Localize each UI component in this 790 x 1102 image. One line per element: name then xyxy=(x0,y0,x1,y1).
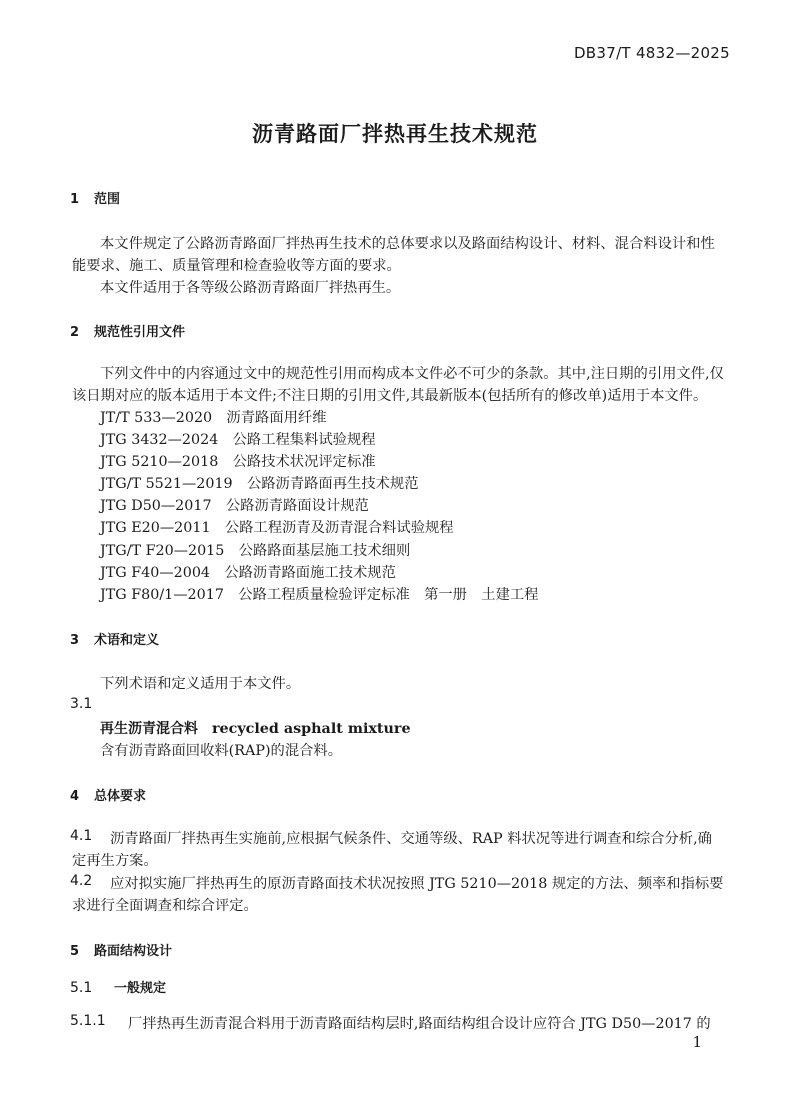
scope-paragraph-line-3: 本文件适用于各等级公路沥青路面厂拌热再生。 xyxy=(100,280,401,296)
section-number: 2 xyxy=(70,325,80,340)
term-chinese: 再生沥青混合料 xyxy=(100,721,198,737)
clause-4-1-line-1: 沥青路面厂拌热再生实施前,应根据气候条件、交通等级、RAP 料状况等进行调查和综合分析,确 xyxy=(110,831,712,847)
section-5-heading xyxy=(70,940,172,959)
section-2-heading xyxy=(70,321,185,340)
reference-item: JTG D50—2017 公路沥青路面设计规范 xyxy=(100,498,369,514)
section-title: 范围 xyxy=(94,192,121,207)
normative-intro-line-1: 下列文件中的内容通过文中的规范性引用而构成本文件必不可少的条款。其中,注日期的引用文件,仅 xyxy=(100,366,724,382)
section-number: 3 xyxy=(70,633,80,648)
terms-intro: 下列术语和定义适用于本文件。 xyxy=(100,676,301,692)
clause-4-1-number: 4.1 xyxy=(70,828,93,844)
term-definition: 含有沥青路面回收料(RAP)的混合料。 xyxy=(100,743,343,759)
term-number: 3.1 xyxy=(70,696,93,712)
reference-item: JTG F80/1—2017 公路工程质量检验评定标准 第一册 土建工程 xyxy=(100,587,539,603)
scope-paragraph-line-1: 本文件规定了公路沥青路面厂拌热再生技术的总体要求以及路面结构设计、材料、混合料设计和性 xyxy=(100,236,715,252)
page-number: 1 xyxy=(692,1033,702,1051)
reference-item: JTG 5210—2018 公路技术状况评定标准 xyxy=(100,454,376,470)
section-number: 4 xyxy=(70,789,80,804)
clause-5-1-heading xyxy=(70,977,166,996)
clause-5-1-1-text: 厂拌热再生沥青混合料用于沥青路面结构层时,路面结构组合设计应符合 JTG D50—2017 的 xyxy=(128,1016,711,1032)
section-title: 术语和定义 xyxy=(94,633,160,648)
section-1-heading xyxy=(70,188,120,207)
clause-5-1-1-number: 5.1.1 xyxy=(70,1013,106,1029)
clause-4-2-line-1: 应对拟实施厂拌热再生的原沥青路面技术状况按照 JTG 5210—2018 规定的方法、频率和指标要 xyxy=(110,876,724,892)
section-title: 总体要求 xyxy=(94,789,147,804)
section-title: 路面结构设计 xyxy=(94,944,173,959)
clause-4-2-number: 4.2 xyxy=(70,873,93,889)
clause-number: 5.1 xyxy=(70,980,93,996)
reference-item: JTG/T F20—2015 公路路面基层施工技术细则 xyxy=(100,543,411,559)
standard-number: DB37/T 4832—2025 xyxy=(573,44,730,62)
reference-item: JTG 3432—2024 公路工程集料试验规程 xyxy=(100,432,376,448)
reference-item: JTG F40—2004 公路沥青路面施工技术规范 xyxy=(100,565,396,581)
section-3-heading xyxy=(70,629,159,648)
clause-title: 一般规定 xyxy=(114,981,167,996)
term-entry xyxy=(100,718,411,738)
section-title: 规范性引用文件 xyxy=(94,325,186,340)
section-4-heading xyxy=(70,785,146,804)
section-number: 1 xyxy=(70,192,80,207)
reference-item: JTG/T 5521—2019 公路沥青路面再生技术规范 xyxy=(100,476,419,492)
scope-paragraph-line-2: 能要求、施工、质量管理和检查验收等方面的要求。 xyxy=(72,258,401,274)
document-title: 沥青路面厂拌热再生技术规范 xyxy=(252,122,538,146)
term-english: recycled asphalt mixture xyxy=(212,721,411,737)
normative-intro-line-2: 该日期对应的版本适用于本文件;不注日期的引用文件,其最新版本(包括所有的修改单)适用于本文件。 xyxy=(72,388,708,404)
section-number: 5 xyxy=(70,944,80,959)
reference-item: JTG E20—2011 公路工程沥青及沥青混合料试验规程 xyxy=(100,520,454,536)
reference-item: JT/T 533—2020 沥青路面用纤维 xyxy=(100,410,327,426)
clause-4-2-line-2: 求进行全面调查和综合评定。 xyxy=(72,898,258,914)
clause-4-1-line-2: 定再生方案。 xyxy=(72,853,158,869)
